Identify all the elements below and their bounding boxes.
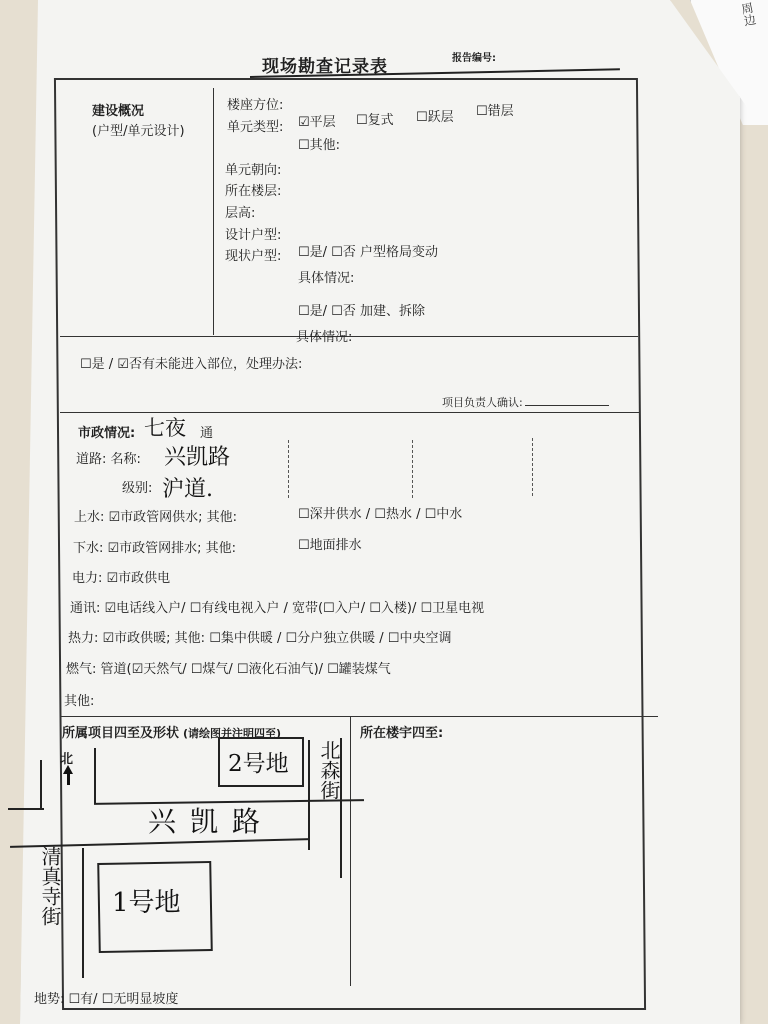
road-column-divider — [532, 438, 533, 496]
north-label: 北 — [60, 752, 74, 767]
drainage-row[interactable]: 下水: ☑市政管网排水; 其他: — [73, 541, 237, 556]
height-label: 层高: — [225, 206, 256, 221]
unit-type-flat[interactable]: ☑平层 — [298, 115, 336, 130]
orientation-label: 单元朝向: — [225, 163, 282, 178]
sketch-line — [40, 760, 42, 810]
detail-label-1: 具体情况: — [298, 271, 355, 286]
handwritten-tong: 七夜 — [144, 416, 186, 440]
grade-label: 级别: — [122, 481, 153, 496]
sketch-line — [82, 848, 84, 978]
floor-label: 所在楼层: — [225, 184, 282, 199]
sketch-plot2-label: 2号地 — [228, 751, 289, 777]
addition-option[interactable]: ☐是/ ☐否 加建、拆除 — [298, 304, 425, 319]
road-column-divider — [412, 440, 413, 498]
other-row: 其他: — [64, 694, 95, 709]
north-arrow-stem — [67, 773, 70, 785]
road-label: 道路: 名称: — [76, 452, 141, 467]
telecom-row[interactable]: 通讯: ☑电话线入户/ ☐有线电视入户 / 宽带(☐入户/ ☐入楼)/ ☐卫星电视 — [70, 601, 485, 616]
road-column-divider — [288, 440, 289, 498]
building-heading: 建设概况 — [92, 104, 145, 119]
water-supply-row[interactable]: 上水: ☑市政管网供水; 其他: — [74, 510, 238, 525]
boundary-heading-note: (请绘图并注明四至) — [183, 727, 282, 740]
corner-note: 周边 — [738, 0, 758, 28]
sketch-east-label: 北森街 — [317, 740, 341, 800]
power-row[interactable]: 电力: ☑市政供电 — [72, 571, 171, 586]
access-option[interactable]: ☐是 / ☑否有未能进入部位，处理办法: — [80, 357, 303, 372]
layout-change-option[interactable]: ☐是/ ☐否 户型格局变动 — [298, 245, 438, 260]
municipal-heading: 市政情况: — [78, 426, 136, 441]
building-subheading: (户型/单元设计) — [92, 124, 185, 139]
municipal-heading-suffix: 通 — [200, 426, 214, 441]
detail-label-2: 具体情况: — [296, 330, 353, 345]
sketch-line — [308, 740, 310, 850]
boundary-divider-vertical — [350, 716, 351, 986]
unit-type-duplex[interactable]: ☐复式 — [356, 113, 394, 128]
drainage-other[interactable]: ☐地面排水 — [298, 538, 362, 553]
sketch-road-label: 兴凯路 — [148, 805, 275, 838]
section-divider-vertical — [213, 88, 214, 335]
road-grade-handwriting: 沪道. — [162, 477, 213, 502]
unit-type-other[interactable]: ☐其他: — [298, 138, 341, 153]
page-title: 现场勘查记录表 — [262, 57, 388, 77]
current-label: 现状户型: — [225, 249, 282, 264]
report-no-label: 报告编号: — [452, 53, 496, 64]
unit-type-jump[interactable]: ☐跃层 — [416, 110, 454, 125]
sketch-west-label: 清真寺街 — [38, 846, 62, 926]
boundary-heading-text: 所属项目四至及形状 — [62, 726, 180, 741]
confirm-label-text: 项目负责人确认: — [442, 396, 523, 409]
confirm-label — [442, 394, 609, 410]
heating-row[interactable]: 热力: ☑市政供暖; 其他: ☐集中供暖 / ☐分户独立供暖 / ☐中央空调 — [68, 631, 452, 646]
signature-line[interactable] — [525, 405, 609, 406]
terrain-row[interactable]: 地势: ☐有/ ☐无明显坡度 — [34, 992, 179, 1007]
unit-type-label: 单元类型: — [227, 120, 284, 135]
unit-type-split[interactable]: ☐错层 — [476, 104, 514, 119]
gas-row[interactable]: 燃气: 管道(☑天然气/ ☐煤气/ ☐液化石油气)/ ☐罐装煤气 — [66, 662, 391, 677]
road-name-handwriting: 兴凯路 — [164, 445, 231, 470]
divider-municipal — [60, 716, 658, 717]
building-boundary-heading: 所在楼宇四至: — [360, 726, 444, 741]
design-label: 设计户型: — [225, 228, 282, 243]
sketch-plot1-label: 1号地 — [112, 888, 181, 918]
sketch-line — [8, 808, 44, 810]
sketch-line — [94, 748, 96, 803]
water-supply-other[interactable]: ☐深井供水 / ☐热水 / ☐中水 — [298, 507, 463, 522]
location-label: 楼座方位: — [227, 98, 284, 113]
